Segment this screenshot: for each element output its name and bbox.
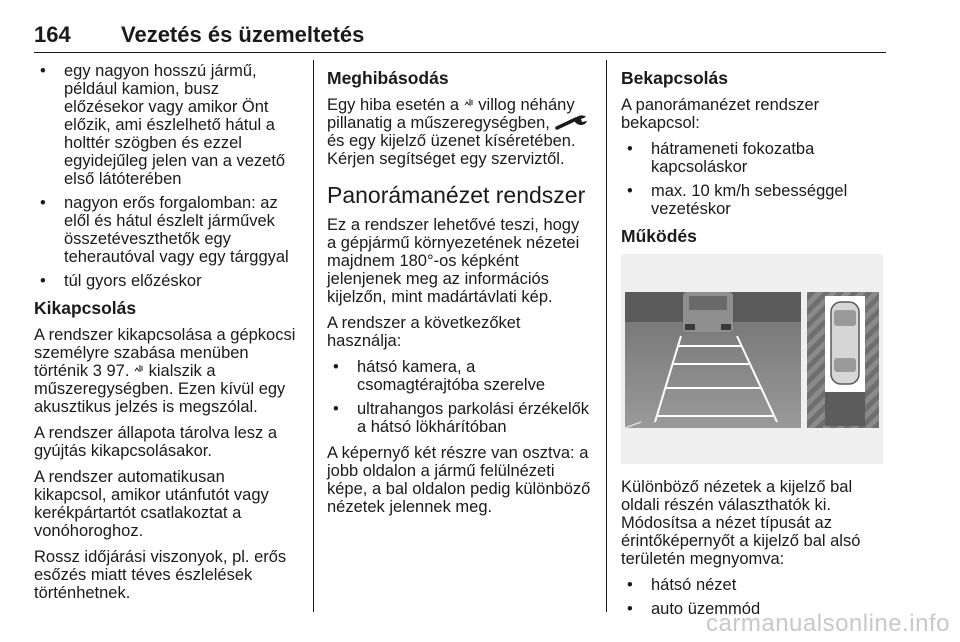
paragraph: Ez a rendszer lehetővé teszi, hogy a gépjármű környezetének nézetei majdnem 180°-os képként jelenjenek meg az információs kijelzőn, mint madártávlati kép. [327,216,580,306]
section-heading: Bekapcsolás [621,68,729,88]
list-item: • egy nagyon hosszú jármű, például kamion, busz előzésekor vagy amikor Önt előzik, ami észlelhető hátul a holttér szögben és ezzel egyidejűleg jelen van a vezető első látóterében [40,62,286,188]
list-item: • max. 10 km/h sebességgel vezetéskor [627,182,848,218]
page-ref-link[interactable]: 97. [106,362,130,380]
paragraph: A rendszer kikapcsolása a gépkocsi személyre szabása menüben történik 3 97. kialszik a műszeregységben. Ezen kívül egy akusztikus jelzés is megszólal. [34,326,296,416]
bullet-icon: • [627,182,633,200]
blind-spot-icon [464,97,474,107]
section-heading: Kikapcsolás [34,298,137,318]
bullet-icon: • [627,576,633,594]
section-title: Panorámanézet rendszer [327,182,586,208]
paragraph: Különböző nézetek a kijelző bal oldali részén választhatók ki. Módosítsa a nézet típusát az érintőképernyőt a kijelző bal alsó területén megnyomva: [621,478,861,568]
top-view [807,292,879,428]
paragraph: A rendszer automatikusan kikapcsol, amikor utánfutót vagy kerékpártartót csatlakoztat a vonóhoroghoz. [34,468,269,540]
list-item: • túl gyors előzéskor [40,272,202,290]
list-item: • nagyon erős forgalomban: az elől és hátul észlelt járművek összetéveszthetők egy teherautóval vagy egy tárggyal [40,194,289,266]
list-item: • auto üzemmód [627,600,761,618]
paragraph: A képernyő két részre van osztva: a jobb oldalon a jármű felülnézeti képe, a bal oldalon pedig különböző nézetek jelennek meg. [327,444,591,516]
bullet-icon: • [40,194,46,212]
list-item: • hátsó kamera, a csomagtérajtóba szerelve [333,358,546,394]
bullet-icon: • [40,62,46,80]
column-middle [327,62,592,524]
watermark: carmanualsonline.info [706,610,950,637]
paragraph: A panorámanézet rendszer bekapcsol: [621,96,820,132]
paragraph: A rendszer állapota tárolva lesz a gyújtás kikapcsolásakor. [34,424,278,460]
camera-display-illustration [621,254,883,464]
wrench-icon [554,114,588,130]
chapter-title: Vezetés és üzemeltetés [121,22,365,47]
section-heading: Működés [621,226,697,246]
page-header [34,22,886,53]
page-ref-arrow-icon: 3 [92,362,102,380]
rear-camera-view [625,292,801,428]
list-item: • ultrahangos parkolási érzékelők a hátsó lökhárítóban [333,400,590,436]
blind-spot-icon [134,363,144,373]
paragraph: Egy hiba esetén a villog néhány pillanatig a műszeregységben, és egy kijelző üzenet kíséretében. Kérjen segítséget egy szerviztől. [327,96,592,168]
column-right [621,62,886,626]
column-left [34,62,299,610]
bullet-list [621,140,886,218]
list-item: • hátrameneti fokozatba kapcsoláskor [627,140,815,176]
bullet-icon: • [333,358,339,376]
bullet-icon: • [40,272,46,290]
column-divider [606,60,607,612]
bullet-list [327,358,592,436]
section-heading: Meghibásodás [327,68,449,88]
page-number: 164 [34,22,71,47]
paragraph: A rendszer a következőket használja: [327,314,521,350]
paragraph: Rossz időjárási viszonyok, pl. erős esőzés miatt téves észlelések történhetnek. [34,548,287,602]
column-divider [313,60,314,612]
panorama-view-figure [621,254,883,464]
bullet-icon: • [333,400,339,418]
list-item: • hátsó nézet [627,576,737,594]
bullet-list [34,62,299,290]
bullet-icon: • [627,600,633,618]
bullet-icon: • [627,140,633,158]
